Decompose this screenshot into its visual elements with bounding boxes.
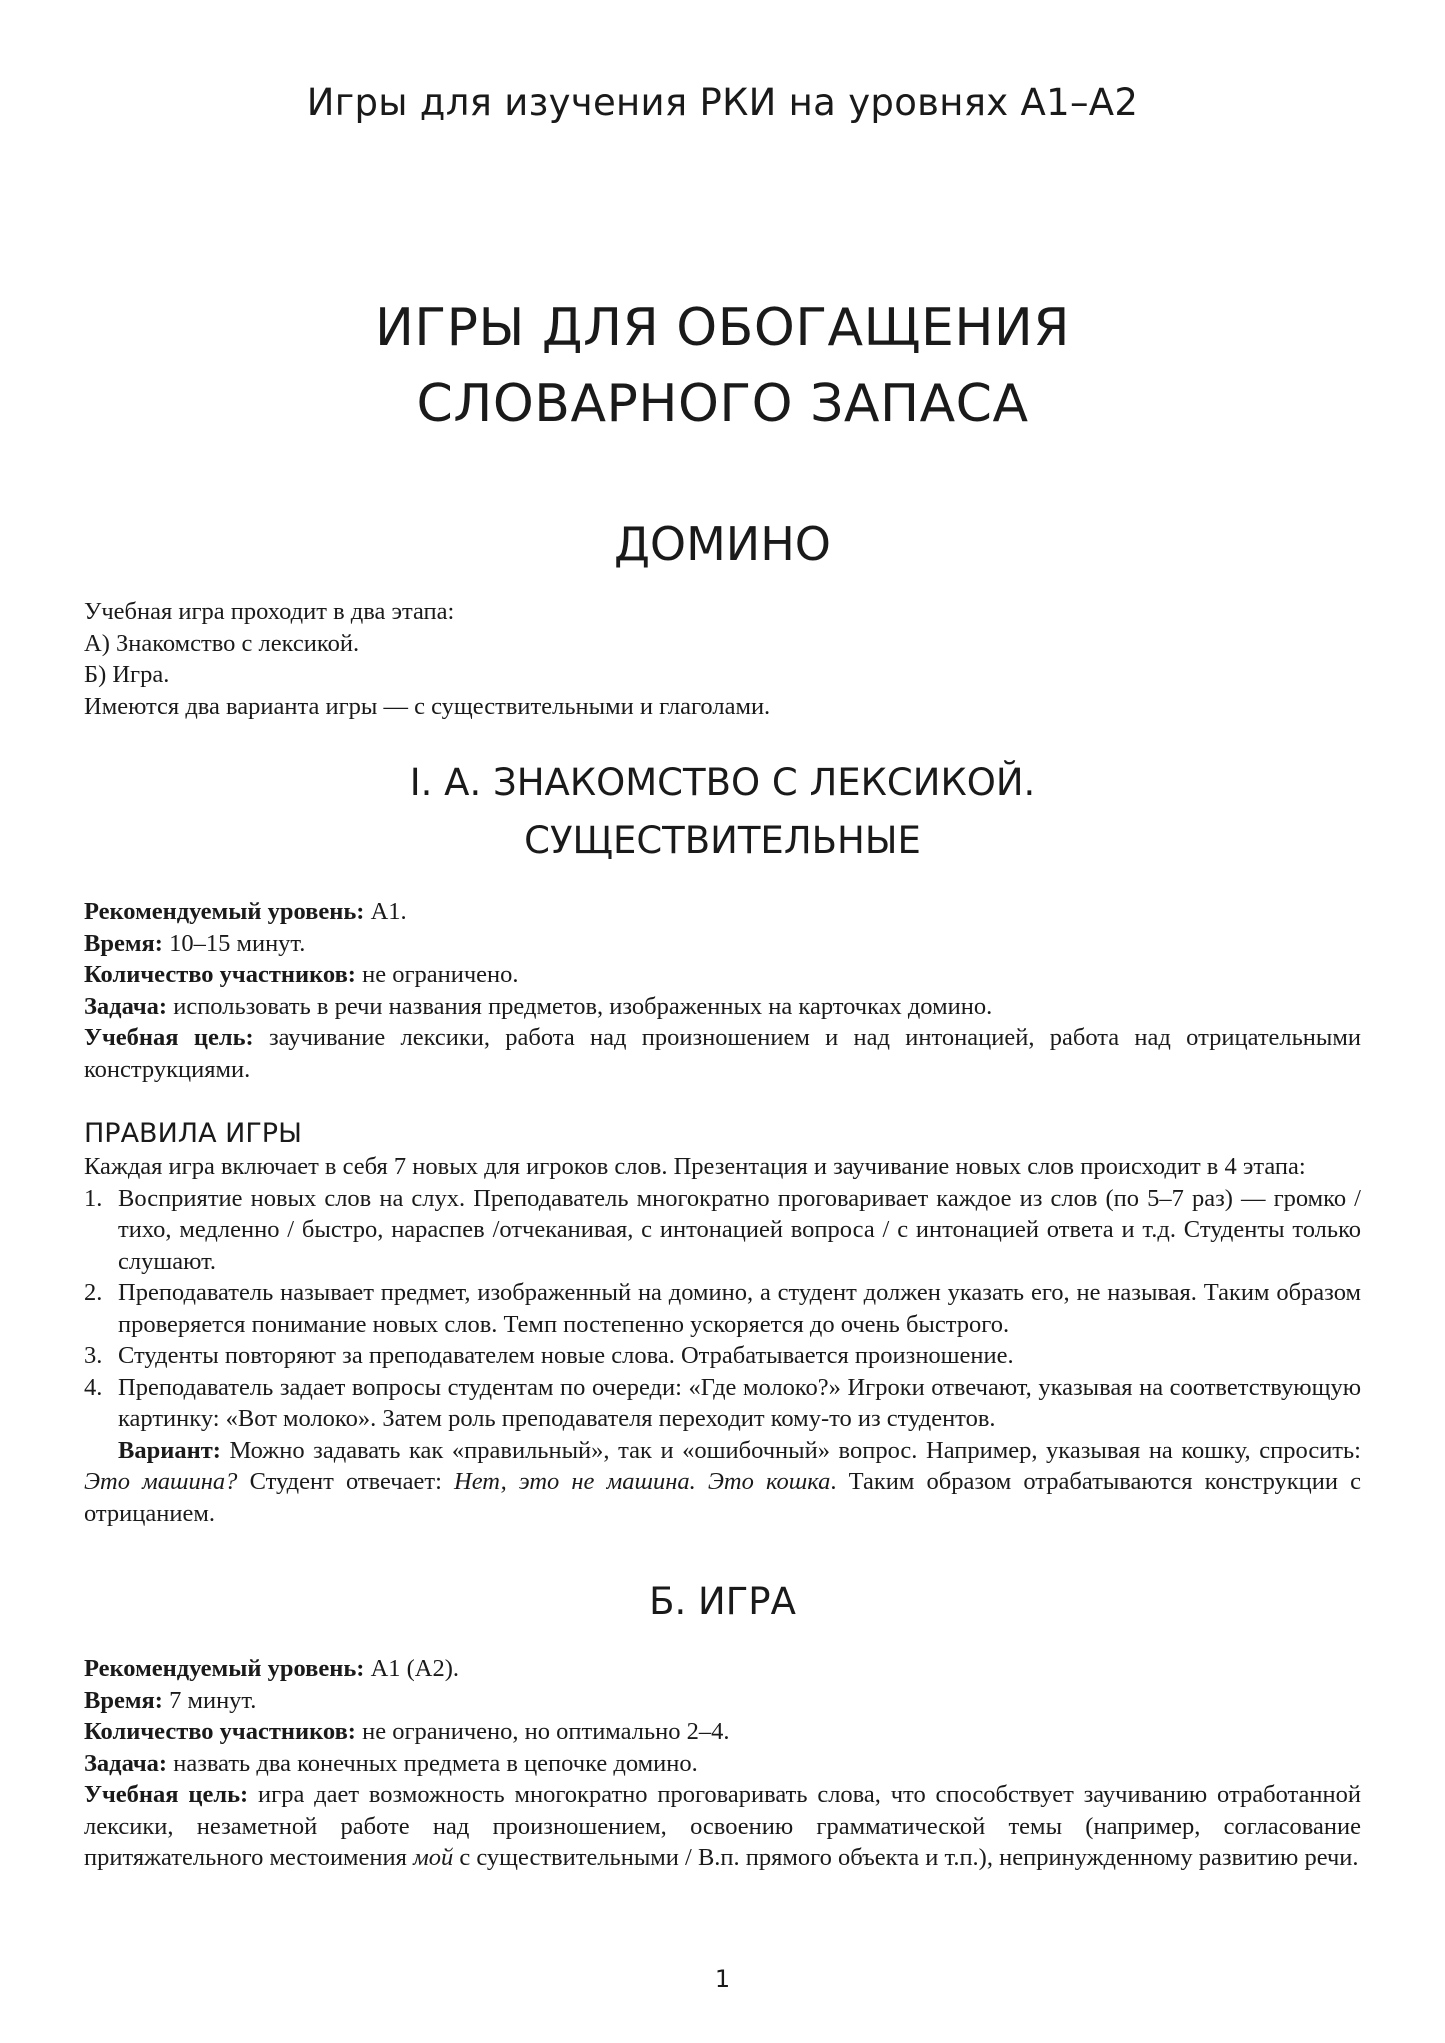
meta-label: Учебная цель: [84,1781,249,1808]
meta-value: с существительными / В.п. прямого объекта и т.п.), непринужденному развитию речи. [453,1844,1359,1871]
list-item [84,1183,1361,1278]
variant-paragraph [84,1435,1361,1530]
section1-meta [84,896,1361,1085]
main-title-line-1: ИГРЫ ДЛЯ ОБОГАЩЕНИЯ [375,298,1070,358]
rules-intro: Каждая игра включает в себя 7 новых для игроков слов. Презентация и заучивание новых слов происходит в 4 этапа: [84,1153,1306,1180]
domino-heading: ДОМИНО [613,517,832,571]
step-text: Восприятие новых слов на слух. Преподаватель многократно проговаривает каждое из слов (по 5–7 раз) — громко / тихо, медленно / быстро, нараспев /отчеканивая, с интонацией вопроса / с интонацией ответа и т.д. Студенты только слушают. [118,1184,1361,1275]
meta-value: игра дает возможность многократно проговаривать слова, что способствует заучиванию отработанной лексики, незаметной работе над произношением, освоению грамматической темы (например, согласование притяжательного местоимения [84,1781,1361,1871]
meta-goal [84,1022,1361,1085]
list-item [84,1340,1361,1372]
meta-value: А1. [364,898,407,925]
meta-value: 10–15 минут. [162,929,306,957]
list-item [84,1277,1361,1340]
main-title-line-2: СЛОВАРНОГО ЗАПАСА [416,374,1029,434]
step-number: 2. [84,1279,103,1306]
section1-heading-line-1: I. А. ЗНАКОМСТВО С ЛЕКСИКОЙ. [409,761,1036,804]
meta-task [84,991,1361,1023]
meta-label: Количество участников: [84,1718,356,1745]
meta-label: Время: [84,1686,163,1714]
meta-value: А1 (А2). [364,1655,460,1682]
meta-goal [84,1779,1361,1874]
step-number: 4. [84,1373,103,1401]
main-title [84,128,1361,442]
variant-question: Это машина? [84,1468,238,1495]
meta-value: 7 минут. [162,1686,257,1714]
variant-text: . Таким образом отрабатываются конструкции с отрицанием. [84,1468,1361,1527]
step-number: 1. [84,1184,103,1212]
meta-value: не ограничено. [355,961,519,988]
section1-heading [84,754,1361,870]
meta-label: Рекомендуемый уровень: [84,1655,365,1682]
variant-answer: Нет, это не машина. Это кошка [454,1468,831,1495]
list-item [84,1372,1361,1435]
meta-level [84,1653,1361,1685]
intro-line: Имеются два варианта игры — с существительными и глаголами. [84,692,771,720]
meta-emphasis: мой [413,1844,454,1871]
section1-heading-line-2: СУЩЕСТВИТЕЛЬНЫЕ [524,819,921,862]
step-text: Преподаватель называет предмет, изображенный на домино, а студент должен указать его, не называя. Таким образом проверяется понимание новых слов. Темп постепенно ускоряется до очень быстрого. [118,1279,1361,1338]
running-head: Игры для изучения РКИ на уровнях А1–А2 [306,81,1139,124]
intro-block [84,596,1361,722]
section2-heading: Б. ИГРА [649,1580,796,1623]
rules-steps-list [84,1183,1361,1435]
meta-label: Количество участников: [84,961,356,988]
meta-participants [84,1716,1361,1748]
variant-label: Вариант: [118,1436,221,1464]
meta-label: Задача: [84,992,168,1020]
meta-label: Рекомендуемый уровень: [84,898,365,925]
intro-line: Б) Игра. [84,661,170,688]
step-text: Преподаватель задает вопросы студентам по очереди: «Где молоко?» Игроки отвечают, указывая на соответствующую картинку: «Вот молоко». Затем роль преподавателя переходит кому-то из студентов. [118,1373,1361,1432]
meta-label: Учебная цель: [84,1024,254,1051]
section2-meta [84,1653,1361,1874]
intro-line: Учебная игра проходит в два этапа: [84,598,455,625]
meta-value: назвать два конечных предмета в цепочке домино. [167,1749,698,1777]
page-number: 1 [714,1965,731,1993]
meta-time [84,928,1361,960]
variant-text: Студент отвечает: [237,1468,455,1495]
meta-time [84,1685,1361,1717]
step-number: 3. [84,1342,103,1369]
meta-level [84,896,1361,928]
meta-value: использовать в речи названия предметов, изображенных на карточках домино. [167,992,993,1020]
step-text: Студенты повторяют за преподавателем новые слова. Отрабатывается произношение. [118,1342,1014,1369]
intro-line: А) Знакомство с лексикой. [84,629,360,657]
meta-participants [84,959,1361,991]
meta-task [84,1748,1361,1780]
meta-label: Задача: [84,1749,168,1777]
meta-value: заучивание лексики, работа над произношением и над интонацией, работа над отрицательными конструкциями. [84,1024,1361,1083]
meta-value: не ограничено, но оптимально 2–4. [355,1718,730,1745]
variant-text: Можно задавать как «правильный», так и «ошибочный» вопрос. Например, указывая на кошку, спросить: [220,1436,1361,1464]
rules-heading: ПРАВИЛА ИГРЫ [84,1118,302,1149]
meta-label: Время: [84,929,163,957]
